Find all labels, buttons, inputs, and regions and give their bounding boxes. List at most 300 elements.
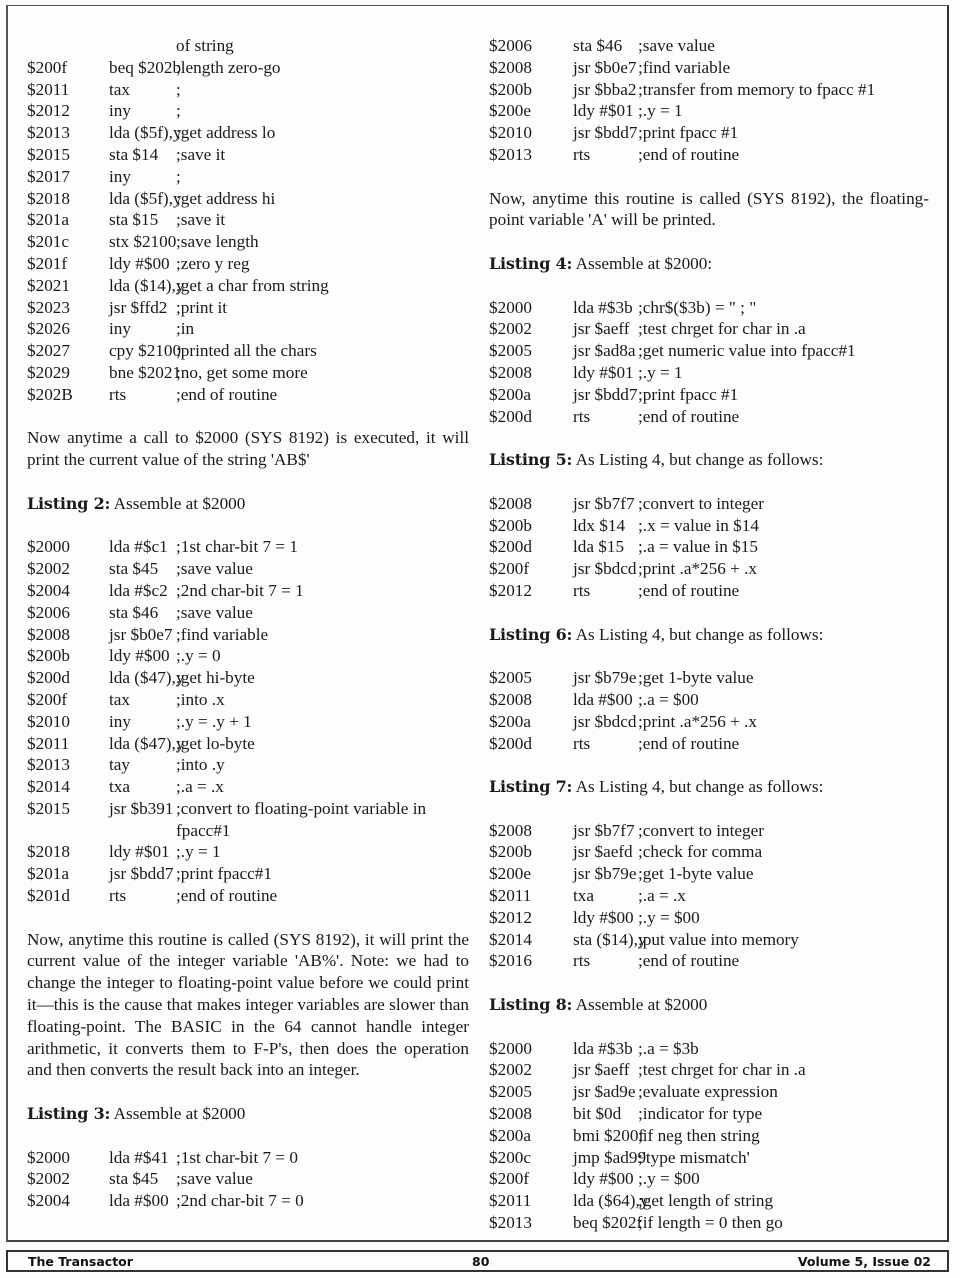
code-comment: ;1st char-bit 7 = 0 (176, 1147, 298, 1167)
code-comment: ;get 1-byte value (638, 864, 754, 884)
code-line (489, 1059, 929, 1081)
code-instruction: jsr $b7f7 (573, 820, 635, 840)
code-comment: ; (176, 101, 181, 121)
code-address: $2023 (27, 297, 70, 317)
code-comment: ;.a = value in $15 (638, 537, 758, 557)
code-line (27, 1190, 469, 1212)
code-line (27, 602, 469, 624)
code-comment: ;check for comma (638, 842, 763, 862)
code-instruction: ldy #$01 (573, 362, 634, 382)
code-line (27, 863, 469, 885)
code-address: $200e (489, 864, 532, 884)
code-instruction: jsr $b79e (573, 864, 637, 884)
code-instruction: lda #$00 (573, 689, 633, 709)
code-line (27, 841, 469, 863)
code-comment: ;zero y reg (176, 253, 250, 273)
code-line (489, 711, 929, 733)
code-address: $2018 (27, 188, 70, 208)
code-address: $200b (489, 515, 532, 535)
listing-label: Listing 3: (27, 1104, 111, 1124)
page-number: 80 (472, 1254, 490, 1269)
code-address: $2011 (489, 1191, 532, 1211)
code-instruction: iny (109, 319, 131, 339)
code-instruction: lda #$41 (109, 1147, 169, 1167)
code-line (27, 57, 469, 79)
listing-label: Listing 4: (489, 253, 573, 273)
code-comment: ;save value (176, 602, 253, 622)
code-instruction: ldy #$00 (573, 907, 634, 927)
code-instruction: jsr $bba2 (573, 79, 637, 99)
code-comment: ;.y = 1 (638, 362, 683, 382)
code-line (27, 122, 469, 144)
code-instruction: beq $202b (109, 57, 182, 77)
code-line (489, 1103, 929, 1125)
code-comment: ;no, get some more (176, 362, 308, 382)
code-instruction: jsr $aefd (573, 842, 633, 862)
listing-3-tail (489, 35, 929, 166)
code-address: $2013 (489, 1213, 532, 1233)
code-comment: ;convert to integer (638, 493, 764, 513)
code-comment: ;print .a*256 + .x (638, 559, 758, 579)
code-comment: ;print it (176, 297, 228, 317)
code-comment: ;test chrget for char in .a (638, 319, 806, 339)
code-instruction: rts (573, 951, 591, 971)
code-comment: ;end of routine (638, 144, 740, 164)
code-instruction: sta $46 (109, 602, 159, 622)
code-line (27, 275, 469, 297)
code-line (489, 580, 929, 602)
code-comment: ;get length of string (638, 1191, 774, 1211)
code-address: $200f (27, 689, 68, 709)
code-line (27, 253, 469, 275)
code-comment: ;convert to integer (638, 820, 764, 840)
code-address: $2017 (27, 166, 70, 186)
code-address: $2016 (489, 951, 532, 971)
code-line (489, 1147, 929, 1169)
code-instruction: rts (573, 580, 591, 600)
code-line (27, 209, 469, 231)
code-comment: ;put value into memory (638, 929, 799, 949)
code-address: $2027 (27, 341, 70, 361)
code-line (27, 558, 469, 580)
code-line (27, 231, 469, 253)
code-instruction: iny (109, 711, 131, 731)
code-instruction: jsr $b0e7 (109, 624, 173, 644)
listing-4-heading (489, 253, 929, 275)
code-line (489, 384, 929, 406)
listing-title: As Listing 4, but change as follows: (572, 777, 824, 797)
code-instruction: lda #$3b (573, 297, 633, 317)
code-address: $201f (27, 253, 68, 273)
code-comment: ;into .y (176, 755, 225, 775)
code-comment: ;convert to floating-point variable in (176, 798, 427, 818)
code-comment: ; (176, 79, 181, 99)
code-instruction: sta $14 (109, 144, 159, 164)
code-address: $201a (27, 210, 70, 230)
code-comment: ;end of routine (176, 886, 278, 906)
code-address: $200b (27, 646, 70, 666)
code-address: $2000 (27, 1147, 70, 1167)
left-column (27, 35, 469, 1212)
code-comment: ;save it (176, 144, 226, 164)
code-comment: ;.y = 0 (176, 646, 221, 666)
code-instruction: jsr $ffd2 (109, 297, 168, 317)
code-line (27, 384, 469, 406)
code-comment: ;.y = 1 (638, 101, 683, 121)
listing-2-heading (27, 493, 469, 515)
code-address: $200a (489, 384, 532, 404)
code-address: $2002 (489, 1060, 532, 1080)
code-comment: ;get address hi (176, 188, 276, 208)
listing-5-heading (489, 449, 929, 471)
code-comment: ;end of routine (176, 384, 278, 404)
listing-6-heading (489, 624, 929, 646)
code-address: $2002 (27, 559, 70, 579)
code-comment: ;.y = 1 (176, 842, 221, 862)
listing-label: Listing 5: (489, 450, 573, 470)
code-address: $2008 (489, 493, 532, 513)
code-line (27, 885, 469, 907)
code-instruction: jsr $aeff (573, 1060, 630, 1080)
listing-title: As Listing 4, but change as follows: (572, 624, 824, 644)
code-comment: ;printed all the chars (176, 341, 317, 361)
code-instruction: txa (109, 777, 130, 797)
code-comment: ;test chrget for char in .a (638, 1060, 806, 1080)
magazine-name: The Transactor (28, 1254, 133, 1269)
code-instruction: ldy #$00 (109, 253, 170, 273)
code-comment: ;get a char from string (176, 275, 329, 295)
code-instruction: jsr $b391 (109, 798, 174, 818)
code-address: $2006 (489, 36, 532, 55)
code-line (27, 318, 469, 340)
code-continuation: of string (176, 36, 234, 55)
code-line (489, 1190, 929, 1212)
code-comment: ;save value (176, 1169, 253, 1189)
code-line (27, 536, 469, 558)
code-instruction: txa (573, 886, 594, 906)
code-instruction: jsr $aeff (573, 319, 630, 339)
code-address: $2008 (489, 1104, 532, 1124)
code-address: $2004 (27, 580, 70, 600)
code-comment: ;end of routine (638, 406, 740, 426)
code-comment: ;.y = $00 (638, 907, 700, 927)
code-instruction: lda ($47),y (109, 668, 185, 688)
code-instruction: ldy #$01 (573, 101, 634, 121)
code-instruction: rts (109, 384, 127, 404)
code-line (489, 907, 929, 929)
code-instruction: rts (573, 406, 591, 426)
listing-1-tail (27, 57, 469, 406)
code-instruction: cpy $2100 (109, 341, 182, 361)
listing-6-code (489, 667, 929, 754)
code-comment-continuation: fpacc#1 (176, 820, 231, 840)
issue-label: Volume 5, Issue 02 (797, 1254, 931, 1269)
code-address: $2004 (27, 1191, 70, 1211)
code-address: $200d (489, 537, 532, 557)
code-address: $200f (489, 1169, 530, 1189)
code-instruction: jmp $ad99 (573, 1147, 647, 1167)
code-address: $2010 (27, 711, 70, 731)
code-line (27, 340, 469, 362)
code-address: $2018 (27, 842, 70, 862)
code-line (489, 536, 929, 558)
code-instruction: bmi $200f (573, 1125, 645, 1145)
code-comment: ;in (176, 319, 195, 339)
code-address: $2011 (27, 79, 70, 99)
code-address: $2015 (27, 144, 70, 164)
code-comment: ;'type mismatch' (638, 1147, 750, 1167)
code-address: $2008 (489, 362, 532, 382)
code-instruction: sta $45 (109, 559, 159, 579)
code-instruction: iny (109, 166, 131, 186)
code-line (489, 820, 929, 842)
code-address: $2013 (27, 755, 70, 775)
code-instruction: lda $15 (573, 537, 625, 557)
code-instruction: beq $202f (573, 1213, 643, 1233)
code-instruction: jsr $b79e (573, 668, 637, 688)
code-line (489, 406, 929, 428)
code-comment: ;.y = $00 (638, 1169, 700, 1189)
code-comment: ;.a = $00 (638, 689, 699, 709)
code-comment: ;save value (638, 36, 715, 55)
code-address: $2000 (489, 297, 532, 317)
code-address: $2010 (489, 123, 532, 143)
listing-7-code (489, 820, 929, 973)
code-comment: ;1st char-bit 7 = 1 (176, 537, 298, 557)
code-instruction: jsr $bdd7 (109, 864, 174, 884)
code-line (489, 863, 929, 885)
code-line (489, 100, 929, 122)
code-instruction: ldx $14 (573, 515, 626, 535)
code-comment: ;into .x (176, 689, 225, 709)
code-comment: ;if neg then string (638, 1125, 760, 1145)
code-address: $2029 (27, 362, 70, 382)
code-address: $200e (489, 101, 532, 121)
code-instruction: iny (109, 101, 131, 121)
code-line (27, 733, 469, 755)
code-address: $201d (27, 886, 70, 906)
listing-title: As Listing 4, but change as follows: (572, 450, 824, 470)
code-comment: ;get hi-byte (176, 668, 255, 688)
listing-8-code (489, 1038, 929, 1234)
code-instruction: ldy #$01 (109, 842, 170, 862)
code-line (27, 144, 469, 166)
listing-title: Assemble at $2000 (110, 493, 246, 513)
code-instruction: tax (109, 79, 130, 99)
code-line (27, 79, 469, 101)
code-address: $200f (489, 559, 530, 579)
code-address: $2021 (27, 275, 70, 295)
code-address: $2000 (489, 1038, 532, 1058)
code-instruction: jsr $bdcd (573, 559, 637, 579)
code-line (489, 297, 929, 319)
code-line (489, 318, 929, 340)
code-instruction: lda ($47),y (109, 733, 185, 753)
listing-8-heading (489, 994, 929, 1016)
code-address: $200c (489, 1147, 532, 1167)
page-footer (6, 1250, 949, 1272)
right-column (489, 35, 929, 1234)
listing-4-code (489, 297, 929, 428)
code-line (27, 624, 469, 646)
code-address: $200d (489, 733, 532, 753)
code-instruction: rts (573, 733, 591, 753)
code-comment: ;get address lo (176, 123, 276, 143)
code-instruction: sta $45 (109, 1169, 159, 1189)
code-address: $2012 (489, 907, 532, 927)
code-line (489, 733, 929, 755)
listing-7-heading (489, 776, 929, 798)
code-line (489, 929, 929, 951)
code-instruction: tay (109, 755, 130, 775)
code-address: $2013 (27, 123, 70, 143)
code-line (27, 711, 469, 733)
code-instruction: sta $15 (109, 210, 159, 230)
code-line (27, 776, 469, 798)
code-address: $200b (489, 842, 532, 862)
code-comment: ;print .a*256 + .x (638, 711, 758, 731)
code-address: $200d (27, 668, 70, 688)
code-instruction: jsr $b0e7 (573, 57, 637, 77)
code-address: $2012 (489, 580, 532, 600)
code-line (489, 841, 929, 863)
code-comment: ;get lo-byte (176, 733, 255, 753)
code-comment: ;get numeric value into fpacc#1 (638, 341, 856, 361)
code-line (489, 362, 929, 384)
code-instruction: bne $2021 (109, 362, 182, 382)
code-line (27, 100, 469, 122)
code-address: $2005 (489, 1082, 532, 1102)
code-comment: ;print fpacc #1 (638, 384, 739, 404)
code-instruction: lda ($64),y (573, 1191, 649, 1211)
code-address: $2008 (489, 57, 532, 77)
code-address: $2008 (489, 689, 532, 709)
code-instruction: sta ($14),y (573, 929, 647, 949)
code-address: $2015 (27, 798, 70, 818)
code-comment: ;.a = .x (638, 886, 686, 906)
code-address: $201c (27, 232, 70, 252)
code-line (27, 645, 469, 667)
code-instruction: jsr $b7f7 (573, 493, 635, 513)
code-instruction: lda #$c1 (109, 537, 168, 557)
code-instruction: ldy #$00 (573, 1169, 634, 1189)
code-instruction: sta $46 (573, 36, 623, 55)
code-line (489, 57, 929, 79)
code-comment: ; (176, 166, 181, 186)
code-line (489, 1168, 929, 1190)
code-line (489, 689, 929, 711)
paragraph-string-print: Now anytime a call to $2000 (SYS 8192) is executed, it will print the current value of the string 'AB$' (27, 428, 469, 470)
listing-label: Listing 8: (489, 995, 573, 1015)
code-address: $2008 (489, 820, 532, 840)
code-line (489, 144, 929, 166)
code-address: $2013 (489, 144, 532, 164)
code-line (27, 754, 469, 776)
code-comment: ;.y = .y + 1 (176, 711, 252, 731)
code-line (489, 493, 929, 515)
code-comment: ;print fpacc#1 (176, 864, 272, 884)
code-instruction: jsr $ad8a (573, 341, 636, 361)
code-instruction: ldy #$00 (109, 646, 170, 666)
code-address: $200d (489, 406, 532, 426)
code-line (489, 1038, 929, 1060)
listing-title: Assemble at $2000 (110, 1104, 246, 1124)
code-comment: ;save it (176, 210, 226, 230)
code-line (27, 1147, 469, 1169)
code-comment: ;transfer from memory to fpacc #1 (638, 79, 876, 99)
code-address: $2011 (489, 886, 532, 906)
code-line (27, 188, 469, 210)
listing-2-code (27, 536, 469, 907)
code-instruction: stx $2100 (109, 232, 177, 252)
paragraph-integer-note: Now, anytime this routine is called (SYS 8192), it will print the current value of the integer variable 'AB%'. Note: we had to change the integer to floating-point value before we could print it—this is the cause that makes integer variables are slower than floating-point. The BASIC in the 64 cannot handle integer arithmetic, it converts them to F-P's, then does the operation and then converts the result back into an integer. (27, 929, 469, 1080)
listing-3-code (27, 1147, 469, 1212)
code-comment: ;2nd char-bit 7 = 0 (176, 1191, 304, 1211)
code-address: $2014 (27, 777, 70, 797)
code-line (489, 558, 929, 580)
code-line (489, 340, 929, 362)
code-comment: ;.a = .x (176, 777, 224, 797)
code-comment: ;print fpacc #1 (638, 123, 739, 143)
code-comment: ;end of routine (638, 580, 740, 600)
code-line (489, 950, 929, 972)
code-instruction: rts (109, 886, 127, 906)
code-line (27, 689, 469, 711)
listing-title: Assemble at $2000 (572, 995, 708, 1015)
code-address: $200a (489, 1125, 532, 1145)
code-line (27, 667, 469, 689)
code-address: $2026 (27, 319, 70, 339)
code-line (489, 515, 929, 537)
code-address: $2008 (27, 624, 70, 644)
listing-title: Assemble at $2000: (572, 253, 713, 273)
paragraph-float-print: Now, anytime this routine is called (SYS 8192), the floating-point variable 'A' will be printed. (489, 188, 929, 230)
code-address: $2000 (27, 537, 70, 557)
code-instruction: lda ($14),y (109, 275, 185, 295)
code-instruction: lda #$00 (109, 1191, 169, 1211)
code-comment: ;.a = $3b (638, 1038, 699, 1058)
listing-label: Listing 2: (27, 493, 111, 513)
code-comment: ;length zero-go (176, 57, 281, 77)
code-comment: ;end of routine (638, 951, 740, 971)
code-comment: ;save length (176, 232, 259, 252)
listing-label: Listing 6: (489, 624, 573, 644)
code-line (27, 1168, 469, 1190)
code-line (489, 122, 929, 144)
code-instruction: jsr $bdd7 (573, 123, 638, 143)
code-address: $2012 (27, 101, 70, 121)
listing-label: Listing 7: (489, 777, 573, 797)
code-address: $2005 (489, 668, 532, 688)
code-address: $200b (489, 79, 532, 99)
code-comment: ;.x = value in $14 (638, 515, 759, 535)
code-instruction: tax (109, 689, 130, 709)
code-address: $2011 (27, 733, 70, 753)
code-address: $202B (27, 384, 73, 404)
code-comment: ;chr$($3b) = " ; " (638, 297, 757, 317)
code-line (489, 1212, 929, 1234)
code-address: $200f (27, 57, 68, 77)
code-instruction: jsr $bdd7 (573, 384, 638, 404)
code-instruction: lda #$3b (573, 1038, 633, 1058)
code-address: $200a (489, 711, 532, 731)
code-instruction: lda ($5f),y (109, 188, 182, 208)
code-line (489, 35, 929, 57)
code-comment: ;find variable (176, 624, 269, 644)
code-address: $201a (27, 864, 70, 884)
code-instruction: jsr $bdcd (573, 711, 637, 731)
code-comment: ;if length = 0 then go (638, 1213, 783, 1233)
